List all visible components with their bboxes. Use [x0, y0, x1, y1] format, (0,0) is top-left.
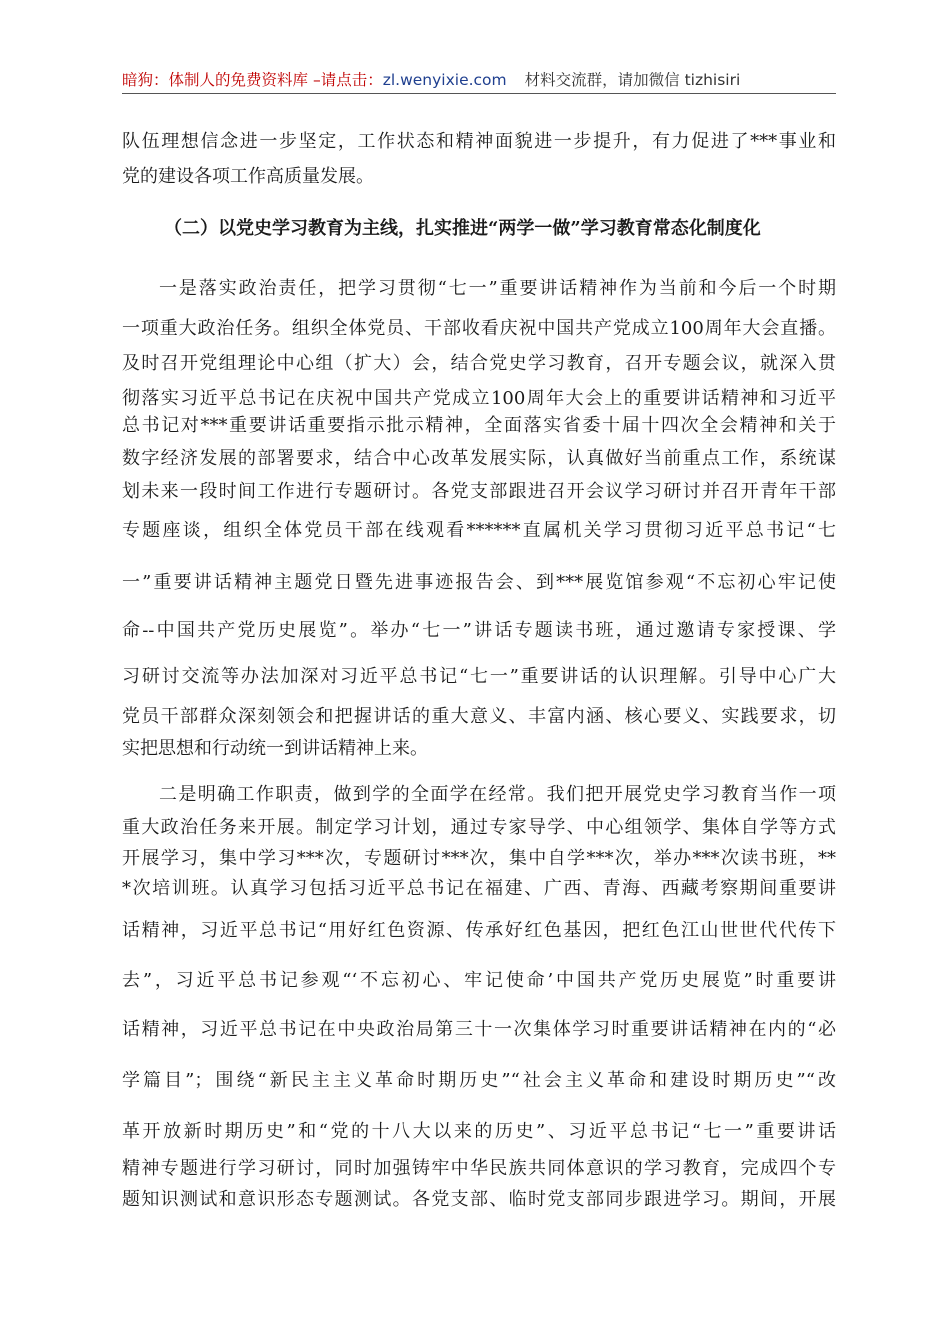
- header-brand: 暗狗：体制人的免费资料库: [122, 71, 309, 89]
- text-line: 学篇目”；围绕“新民主主义革命时期历史”“社会主义革命和建设时期历史”“改: [122, 1070, 836, 1091]
- text-line: 党员干部群众深刻领会和把握讲话的重大意义、丰富内涵、核心要义、实践要求，切: [122, 706, 836, 727]
- text-line: 开展学习，集中学习***次，专题研讨***次，集中自学***次，举办***次读书班，**: [122, 848, 836, 869]
- text-line: 数字经济发展的部署要求，结合中心改革发展实际，认真做好当前重点工作，系统谋: [122, 448, 836, 469]
- text-line: 革开放新时期历史”和“党的十八大以来的历史”、习近平总书记“七一”重要讲话: [122, 1121, 836, 1142]
- page-header: [122, 68, 836, 92]
- text-line: *次培训班。认真学习包括习近平总书记在福建、广西、青海、西藏考察期间重要讲: [122, 878, 836, 899]
- text-line: 习研讨交流等办法加深对习近平总书记“七一”重要讲话的认识理解。引导中心广大: [122, 666, 836, 687]
- text-line: 题知识测试和意识形态专题测试。各党支部、临时党支部同步跟进学习。期间，开展: [122, 1189, 836, 1210]
- text-line: 去”，习近平总书记参观“‘不忘初心、牢记使命’中国共产党历史展览”时重要讲: [122, 970, 836, 991]
- header-wechat-group: 材料交流群，请加微信 tizhisiri: [524, 71, 741, 89]
- text-line: 一项重大政治任务。组织全体党员、干部收看庆祝中国共产党成立100周年大会直播。: [122, 318, 836, 339]
- text-line: 一”重要讲话精神主题党日暨先进事迹报告会、到***展览馆参观“不忘初心牢记使: [122, 572, 836, 593]
- text-line: 话精神，习近平总书记“用好红色资源、传承好红色基因，把红色江山世世代代传下: [122, 920, 836, 941]
- text-line: 及时召开党组理论中心组（扩大）会，结合党史学习教育，召开专题会议，就深入贯: [122, 353, 836, 374]
- header-site-link[interactable]: zl.wenyixie.com: [382, 71, 507, 89]
- text-line: 二是明确工作职责，做到学的全面学在经常。我们把开展党史学习教育当作一项: [159, 784, 836, 805]
- text-line: 命--中国共产党历史展览”。举办“七一”讲话专题读书班，通过邀请专家授课、学: [122, 620, 836, 641]
- header-divider: [122, 93, 836, 94]
- header-prompt: –请点击：: [308, 71, 383, 89]
- text-line: 一是落实政治责任，把学习贯彻“七一”重要讲话精神作为当前和今后一个时期: [159, 278, 836, 299]
- text-line: 精神专题进行学习研讨，同时加强铸牢中华民族共同体意识的学习教育，完成四个专: [122, 1158, 836, 1179]
- text-line: 实把思想和行动统一到讲话精神上来。: [122, 738, 428, 759]
- section-heading: （二）以党史学习教育为主线，扎实推进“两学一做”学习教育常态化制度化: [164, 218, 761, 239]
- text-line: 划未来一段时间工作进行专题研讨。各党支部跟进召开会议学习研讨并召开青年干部: [122, 481, 836, 502]
- text-line: 队伍理想信念进一步坚定，工作状态和精神面貌进一步提升，有力促进了***事业和: [122, 131, 836, 152]
- text-line: 总书记对***重要讲话重要指示批示精神，全面落实省委十届十四次全会精神和关于: [122, 415, 836, 436]
- text-line: 话精神，习近平总书记在中央政治局第三十一次集体学习时重要讲话精神在内的“必: [122, 1019, 836, 1040]
- text-line: 专题座谈，组织全体党员干部在线观看******直属机关学习贯彻习近平总书记“七: [122, 520, 836, 541]
- text-line: 重大政治任务来开展。制定学习计划，通过专家导学、中心组领学、集体自学等方式: [122, 817, 836, 838]
- text-line: 彻落实习近平总书记在庆祝中国共产党成立100周年大会上的重要讲话精神和习近平: [122, 388, 836, 409]
- text-line: 党的建设各项工作高质量发展。: [122, 166, 374, 187]
